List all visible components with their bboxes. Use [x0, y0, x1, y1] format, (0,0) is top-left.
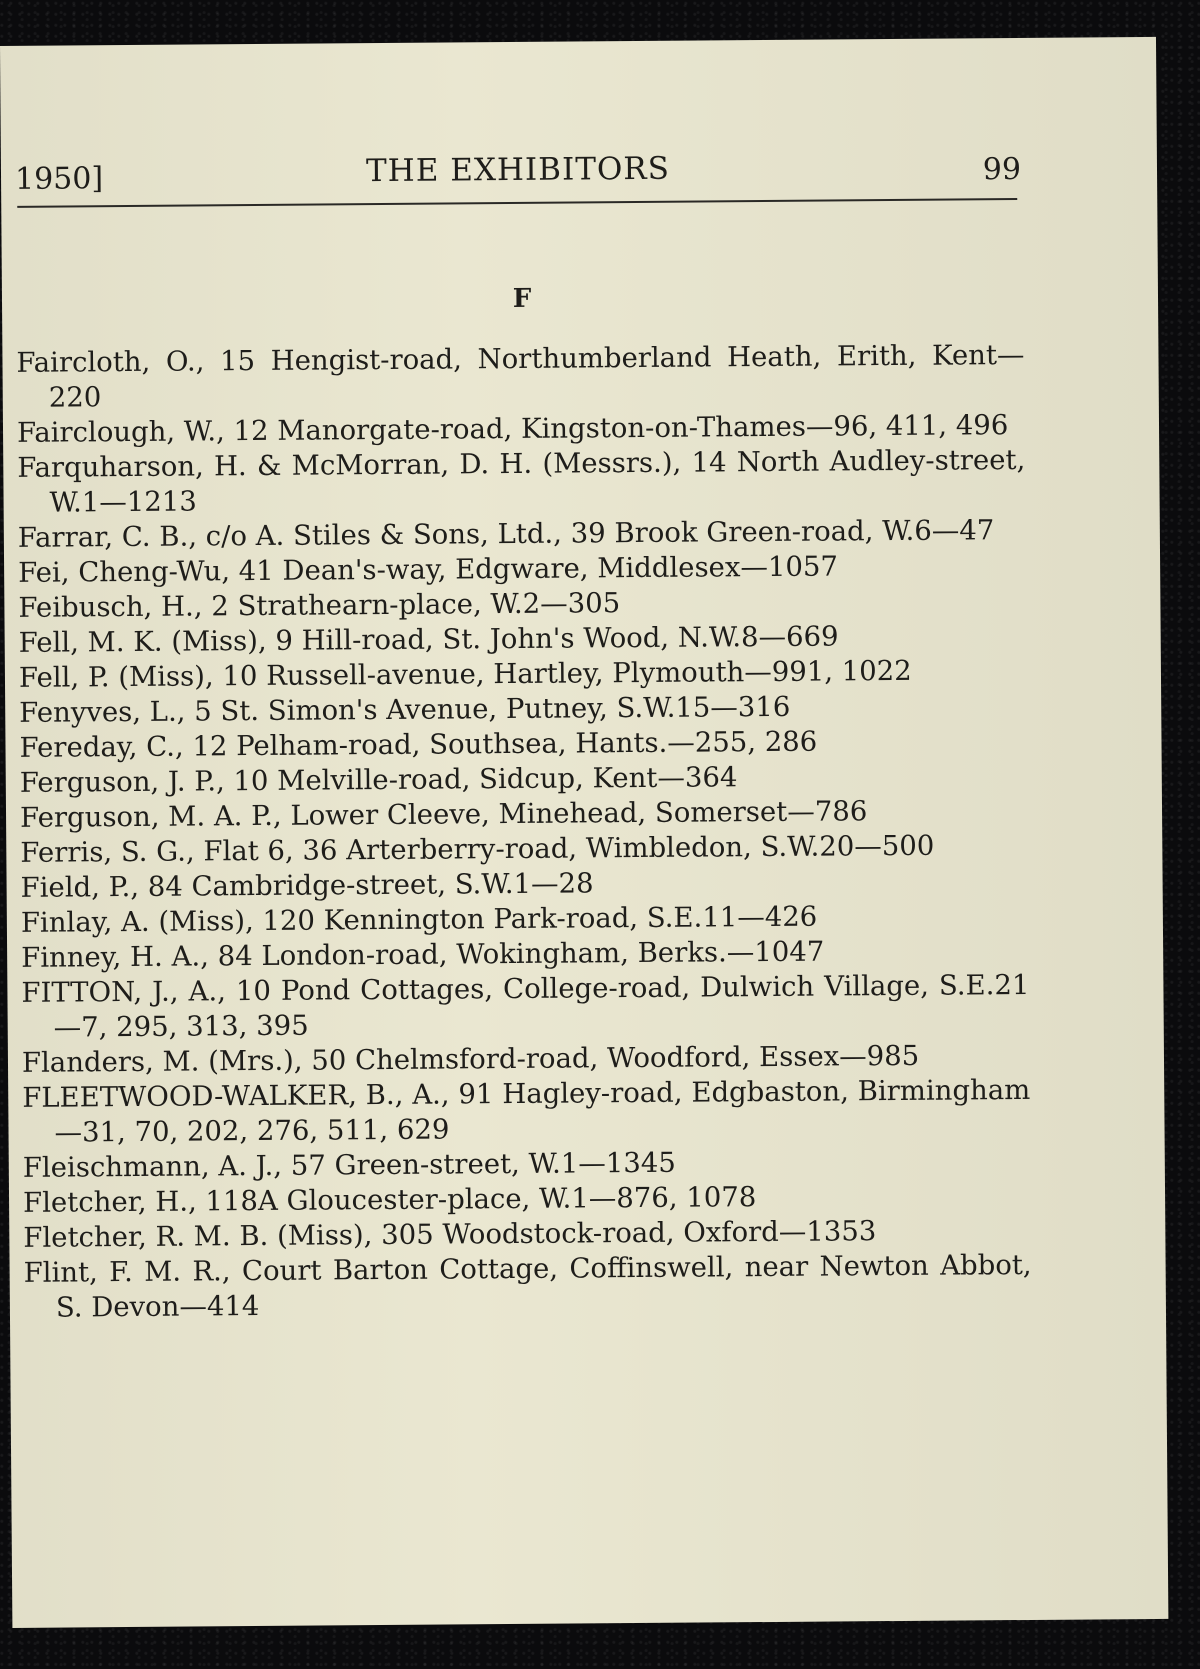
section-letter: F [512, 283, 532, 314]
exhibitor-entry: Fleischmann, A. J., 57 Green-street, W.1—1345 [22, 1146, 676, 1184]
exhibitor-entry: Fairclough, W., 12 Manorgate-road, Kingston-on-Thames—96, 411, 496 [16, 409, 1009, 449]
exhibitor-entry: Farquharson, H. & McMorran, D. H. (Messrs.), 14 North Audley-street, W.1—1213 [17, 443, 1026, 519]
exhibitor-entry: Finlay, A. (Miss), 120 Kennington Park-road, S.E.11—426 [20, 900, 818, 939]
exhibitor-entry: Fletcher, H., 118A Gloucester-place, W.1—876, 1078 [22, 1181, 757, 1219]
exhibitor-entry: Field, P., 84 Cambridge-street, S.W.1—28 [20, 867, 594, 904]
exhibitor-entry: FLEETWOOD-WALKER, B., A., 91 Hagley-road, Edgbaston, Birmingham—31, 70, 202, 276, 511, 629 [22, 1073, 1031, 1149]
exhibitor-entry: FITTON, J., A., 10 Pond Cottages, College-road, Dulwich Village, S.E.21—7, 295, 313, 395 [21, 968, 1030, 1044]
exhibitor-entry: Flanders, M. (Mrs.), 50 Chelmsford-road, Woodford, Essex—985 [21, 1039, 920, 1079]
exhibitor-entry: Ferris, S. G., Flat 6, 36 Arterberry-road, Wimbledon, S.W.20—500 [20, 829, 935, 869]
exhibitor-entry: Farrar, C. B., c/o A. Stiles & Sons, Ltd., 39 Brook Green-road, W.6—47 [17, 514, 995, 554]
header-year: 1950] [14, 161, 104, 197]
exhibitor-entry: Finney, H. A., 84 London-road, Wokingham, Berks.—1047 [21, 935, 825, 974]
page-title: THE EXHIBITORS [365, 150, 671, 190]
exhibitor-entry: Fenyves, L., 5 St. Simon's Avenue, Putney, S.W.15—316 [19, 690, 791, 729]
exhibitor-entry: Faircloth, O., 15 Hengist-road, Northumberland Heath, Erith, Kent—220 [16, 338, 1025, 414]
exhibitor-entry: Flint, F. M. R., Court Barton Cottage, Coffinswell, near Newton Abbot, S. Devon—414 [23, 1248, 1032, 1324]
exhibitor-entry: Ferguson, M. A. P., Lower Cleeve, Minehead, Somerset—786 [19, 795, 868, 834]
exhibitor-entry: Fletcher, R. M. B. (Miss), 305 Woodstock-road, Oxford—1353 [23, 1215, 877, 1254]
page-number: 99 [982, 151, 1022, 188]
exhibitor-entry: Ferguson, J. P., 10 Melville-road, Sidcup, Kent—364 [19, 761, 738, 799]
exhibitor-entry: Fell, M. K. (Miss), 9 Hill-road, St. John's Wood, N.W.8—669 [18, 620, 839, 659]
exhibitor-entry: Fereday, C., 12 Pelham-road, Southsea, Hants.—255, 286 [19, 725, 818, 764]
exhibitor-entry: Fell, P. (Miss), 10 Russell-avenue, Hartley, Plymouth—991, 1022 [18, 654, 912, 694]
exhibitor-entry: Feibusch, H., 2 Strathearn-place, W.2—305 [18, 587, 621, 624]
running-head [15, 146, 1021, 204]
book-page [0, 37, 1168, 1628]
exhibitor-list [16, 338, 1032, 1326]
exhibitor-entry: Fei, Cheng-Wu, 41 Dean's-way, Edgware, Middlesex—1057 [18, 550, 839, 589]
